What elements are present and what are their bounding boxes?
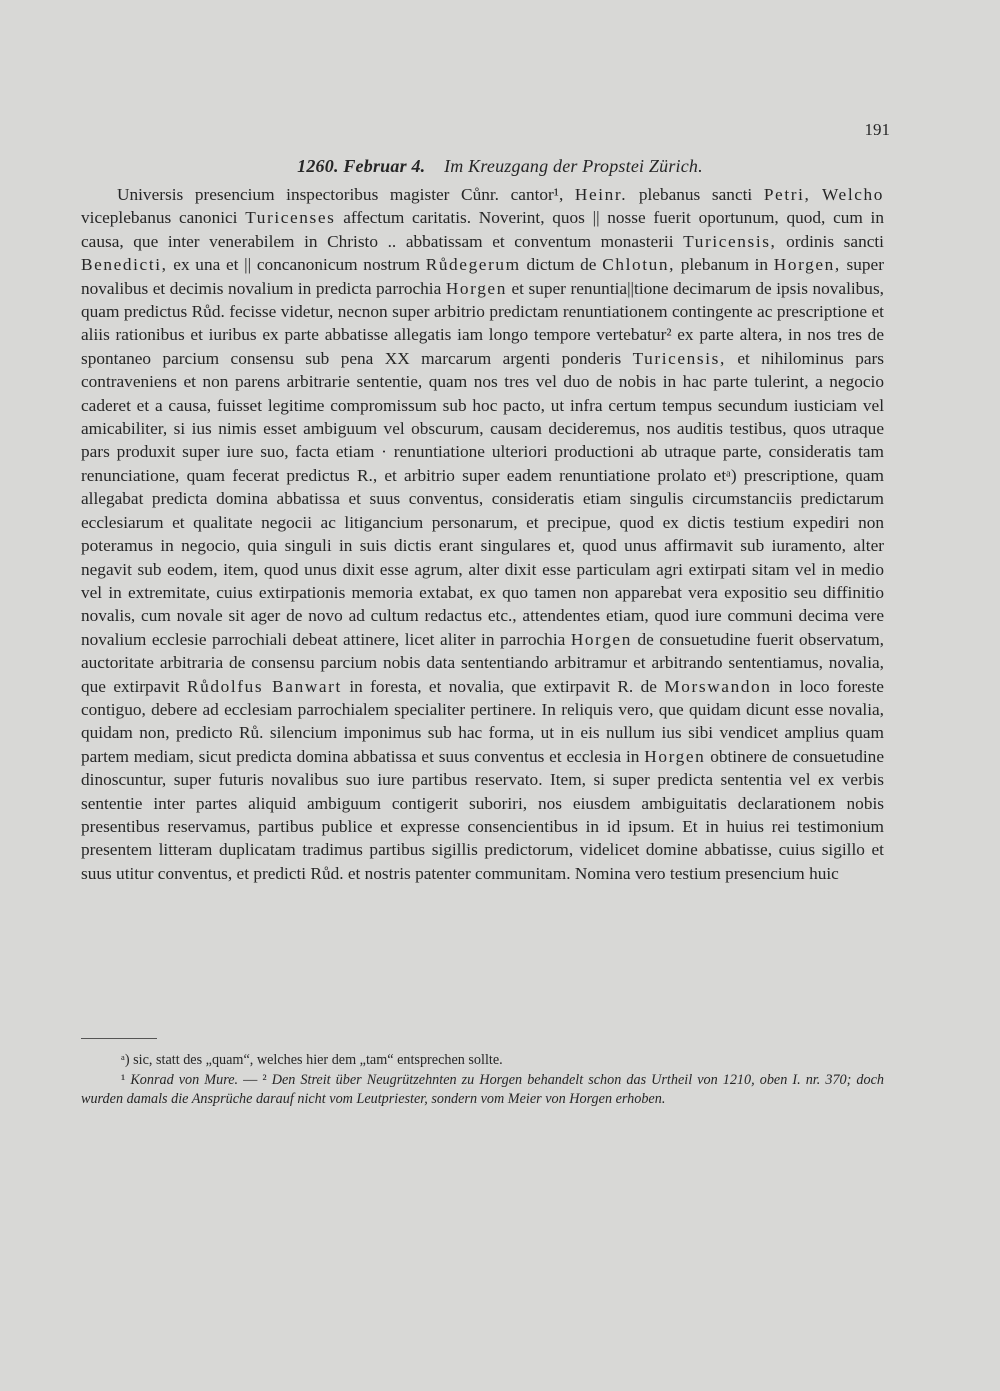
spaced-name: Horgen bbox=[570, 629, 632, 649]
footnote-1-mark: ¹ bbox=[121, 1071, 131, 1088]
footnote-divider bbox=[81, 1038, 157, 1039]
text-segment: obtinere de consuetudine dinoscuntur, super futuris novalibus suo iure partibus reservato. Item, si super predicta sententia vel ex verbis sententie inter partes aliquid ambiguum contigerit suboriri, nos eiusdem ambiguitatis declarationem nobis presentibus reservamus, partibus publice et expresse consencientibus in id ipsum. Et in huius rei testimonium presentem litteram duplicatam tradimus partibus sigillis predictorum, videlicet domine abbatisse, cuius sigillo et suus utitur conventus, et predicti Růd. et nostris patenter communitam. Nomina vero testium presencium huic bbox=[81, 746, 884, 883]
spaced-name: Růdegerum bbox=[425, 255, 521, 275]
spaced-name: Welcho bbox=[822, 185, 884, 204]
page-number: 191 bbox=[864, 120, 890, 139]
text-segment: ordinis sancti bbox=[776, 231, 884, 251]
footnote-2-mark: ² bbox=[262, 1071, 272, 1088]
spaced-name: Horgen bbox=[644, 746, 706, 766]
spaced-name: Turicensis, bbox=[632, 348, 726, 368]
footnote-a: ᵃ) sic, statt des „quam“, welches hier dem „tam“ entsprechen sollte. bbox=[121, 1052, 503, 1068]
text-segment: in loco foreste contiguo, debere ad ecclesiam parrochialem specialiter pertinere. In reliquis vero, que quidam dicunt esse novalia, quidam non, predicto Rů. silencium imponimus sub hac forma, ut in eis nullum ius sibi vendicet amplius quam partem mediam, sicut predicta domina abbatissa et suus conventus et ecclesia in bbox=[81, 676, 884, 766]
text-segment: viceplebanus canonici bbox=[81, 208, 246, 228]
text-segment: in foresta, et novalia, que extirpavit R. de bbox=[341, 676, 665, 696]
footnotes bbox=[81, 1051, 884, 1110]
text-segment: plebanum in bbox=[675, 255, 774, 275]
text-segment: et super renuntia||tione decimarum de ipsis novalibus, quam predictus Růd. fecisse videtur, necnon super arbitrio predictam renuntiationem contingente ac prescriptione et aliis rationibus et iuribus ex parte abbatisse allegatis iam longo tempore vertebatur² ex parte altera, in nos tres de spontaneo parcium consensu sub pena XX marcarum argenti ponderis bbox=[81, 278, 884, 368]
text-segment: et nihilominus pars contraveniens et non parens arbitrarie sententie, quam nos tres vel duo de nobis in hac parte tulerint, a negocio caderet et a causa, fuisset legitime compromissum sub hoc pacto, ut infra certum tempus secundum iusticiam vel amicabiliter, si ius nimis esset ambiguum vel obscurum, causam decideremus, nos auditis testibus, quos utraque pars produxit super iure suo, facta etiam · renuntiatione ulteriori productioni ab utraque parte, consideratis tam renunciatione, quam fecerat predictus R., et arbitrio super eadem renuntiatione prolato etᵃ) prescriptione, quam allegabat predicta domina abbatissa et suus conventus, consideratis etiam singulis circumstanciis predictarum ecclesiarum et qualitate negocii ac litigancium personarum, et precipue, quod ex dictis testium expediri non poteramus in negocio, quia singuli in suis dictis erant singulares et, quod unus affirmavit sub iuramento, alter negavit sub eodem, item, quod unus dixit esse agrum, alter dixit esse particulam agri extirpati sitam vel in medio vel in extremitate, cuius extirpationis memoria extabat, ex quo tamen non apparebat vera expositio seu diffinitio novalis, cum novale sit ager de novo ad cultum redactus etc., attendentes etiam, quod iure communi decima vere novalium ecclesie parrochiali debeat attinere, licet aliter in parrochia bbox=[81, 348, 884, 649]
spaced-name: Heinr. bbox=[574, 185, 628, 204]
footnote-1: Konrad von Mure. bbox=[130, 1071, 239, 1088]
spaced-name: Chlotun, bbox=[602, 255, 676, 275]
charter-paragraph bbox=[81, 183, 884, 885]
spaced-name: Petri, bbox=[763, 185, 811, 204]
text-segment: affectum caritatis. Noverint, quos || nosse fuerit oportunum, quod, cum in causa, que inter venerabilem in Christo .. abbatissam et conventum monasterii bbox=[81, 208, 885, 251]
spaced-name: Morswandon bbox=[664, 676, 772, 696]
charter-place: Im Kreuzgang der Propstei Zürich. bbox=[444, 156, 703, 176]
text-segment: ex una et || concanonicum nostrum bbox=[167, 255, 426, 275]
text-segment: de consuetudine fuerit observatum, auctoritate arbitraria de consensu parcium nobis data sententiando arbitramur et arbitrando sententiamus, novalia, que extirpavit bbox=[81, 629, 884, 696]
text-segment: dictum de bbox=[520, 255, 603, 275]
text-segment: plebanus sancti bbox=[627, 185, 764, 204]
footnote-separator: — bbox=[238, 1071, 263, 1088]
spaced-name: Benedicti, bbox=[81, 255, 168, 275]
spaced-name: Růdolfus Banwart bbox=[187, 676, 342, 696]
text-segment bbox=[810, 185, 822, 204]
spaced-name: Turicenses bbox=[245, 208, 336, 228]
spaced-name: Turicensis, bbox=[683, 231, 777, 251]
spaced-name: Horgen bbox=[445, 278, 507, 298]
text-segment: Universis presencium inspectoribus magister Cůnr. cantor¹, bbox=[117, 185, 575, 204]
charter-text bbox=[81, 183, 884, 885]
charter-heading bbox=[0, 156, 1000, 177]
footnote-2: Den Streit über Neugrützehnten zu Horgen behandelt schon das Urtheil von 1210, oben I. nr. 370; doch wurden damals die Ansprüche darauf nicht vom Leutpriester, sondern vom Meier von Horgen erhoben. bbox=[81, 1071, 884, 1107]
footnote-numbered bbox=[81, 1071, 884, 1110]
spaced-name: Horgen, bbox=[773, 255, 841, 275]
text-segment: super novalibus et decimis novalium in predicta parrochia bbox=[81, 255, 884, 298]
charter-date: 1260. Februar 4. bbox=[297, 156, 426, 176]
